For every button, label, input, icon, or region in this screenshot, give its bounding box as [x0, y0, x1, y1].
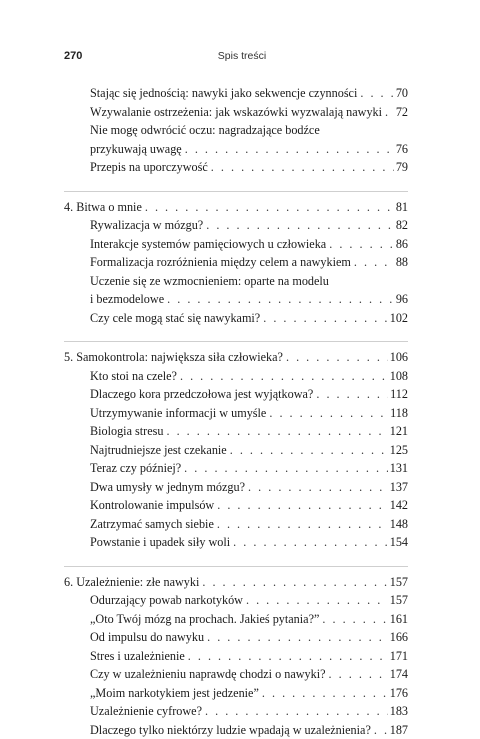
toc-entry-title: Kto stoi na czele?	[90, 367, 180, 386]
dot-leader	[230, 441, 388, 460]
toc-chapter	[64, 198, 408, 217]
toc-entry-title: Interakcje systemów pamięciowych u człowieka	[90, 235, 329, 254]
toc-entry	[64, 290, 408, 309]
toc-entry-title-line2: przykuwają uwagę	[90, 140, 185, 159]
toc-entry-page: 171	[388, 647, 408, 666]
section-divider	[64, 566, 408, 567]
toc-entry-page: 174	[388, 665, 408, 684]
toc-entry	[64, 610, 408, 629]
toc-entry-title: Uzależnienie cyfrowe?	[90, 702, 205, 721]
dot-leader	[207, 628, 388, 647]
toc-entry	[64, 84, 408, 103]
dot-leader	[286, 348, 388, 367]
toc-chapter-title: 4. Bitwa o mnie	[64, 198, 145, 217]
toc-entry	[64, 515, 408, 534]
toc-entry-page: 108	[388, 367, 408, 386]
running-head	[64, 50, 420, 64]
toc-entry	[64, 309, 408, 328]
toc-entry	[64, 478, 408, 497]
toc-entry	[64, 103, 408, 122]
toc-entry-title: „Moim narkotykiem jest jedzenie”	[90, 684, 262, 703]
toc-entry-page: 137	[388, 478, 408, 497]
toc-entry-title: Zatrzymać samych siebie	[90, 515, 217, 534]
toc-entry	[64, 459, 408, 478]
toc-entry-title: Przepis na uporczywość	[90, 158, 211, 177]
dot-leader	[246, 591, 388, 610]
dot-leader	[188, 647, 388, 666]
toc-entry-page: 131	[388, 459, 408, 478]
dot-leader	[316, 385, 388, 404]
toc-entry	[64, 684, 408, 703]
dot-leader	[167, 290, 394, 309]
toc-entry-page: 72	[394, 103, 408, 122]
toc-entry-page: 157	[388, 591, 408, 610]
toc-entry	[64, 702, 408, 721]
toc-entry-page: 79	[394, 158, 408, 177]
toc-entry	[64, 235, 408, 254]
toc-entry	[64, 496, 408, 515]
dot-leader	[211, 158, 394, 177]
toc-entry-page: 102	[388, 309, 408, 328]
toc-chapter	[64, 348, 408, 367]
dot-leader	[184, 459, 388, 478]
dot-leader	[354, 253, 394, 272]
dot-leader	[360, 84, 393, 103]
dot-leader	[262, 684, 388, 703]
toc-entry-page: 166	[388, 628, 408, 647]
dot-leader	[180, 367, 388, 386]
dot-leader	[322, 610, 387, 629]
toc-entry	[64, 367, 408, 386]
toc-entry-title: „Oto Twój mózg na prochach. Jakieś pytania?”	[90, 610, 322, 629]
toc-entry-page: 88	[394, 253, 408, 272]
toc-entry-title: Teraz czy później?	[90, 459, 184, 478]
toc-entry	[64, 216, 408, 235]
dot-leader	[166, 422, 387, 441]
toc-entry-page: 118	[388, 404, 408, 423]
dot-leader	[329, 235, 394, 254]
toc-entry-title: Kontrolowanie impulsów	[90, 496, 217, 515]
toc-entry-title: Dlaczego tylko niektórzy ludzie wpadają w uzależnienia?	[90, 721, 374, 739]
toc-entry-title: Odurzający powab narkotyków	[90, 591, 246, 610]
section-divider	[64, 191, 408, 192]
dot-leader	[269, 404, 388, 423]
toc-entry-title: Stres i uzależnienie	[90, 647, 188, 666]
toc-entry-page: 70	[394, 84, 408, 103]
toc-entry-page: 176	[388, 684, 408, 703]
toc-entry	[64, 628, 408, 647]
dot-leader	[145, 198, 394, 217]
toc-entry-title: Biologia stresu	[90, 422, 166, 441]
toc-entry	[64, 140, 408, 159]
dot-leader	[374, 721, 388, 739]
toc-entry	[64, 533, 408, 552]
dot-leader	[385, 103, 394, 122]
toc-entry-page: 125	[388, 441, 408, 460]
toc-entry	[64, 591, 408, 610]
toc-entry-page: 121	[388, 422, 408, 441]
toc-chapter-title: 6. Uzależnienie: złe nawyki	[64, 573, 202, 592]
dot-leader	[248, 478, 388, 497]
toc-entry-page: 161	[388, 610, 408, 629]
toc-entry	[64, 647, 408, 666]
toc-entry-title: Czy w uzależnieniu naprawdę chodzi o nawyki?	[90, 665, 329, 684]
toc-entry-page: 96	[394, 290, 408, 309]
toc-entry-title: Powstanie i upadek siły woli	[90, 533, 233, 552]
toc-entry	[64, 665, 408, 684]
dot-leader	[185, 140, 394, 159]
toc-entry-title: Wzywalanie ostrzeżenia: jak wskazówki wyzwalają nawyki	[90, 103, 385, 122]
toc-entry	[64, 441, 408, 460]
toc-entry-title: Od impulsu do nawyku	[90, 628, 207, 647]
toc-entry-title: Czy cele mogą stać się nawykami?	[90, 309, 263, 328]
toc-entry	[64, 253, 408, 272]
toc-entry-page: 183	[388, 702, 408, 721]
dot-leader	[202, 573, 387, 592]
running-title: Spis treści	[217, 50, 267, 62]
toc-entry-title: Stając się jednością: nawyki jako sekwencje czynności	[90, 84, 360, 103]
dot-leader	[206, 216, 394, 235]
toc-entry-title-line1: Uczenie się ze wzmocnieniem: oparte na modelu	[90, 273, 329, 288]
toc-chapter-page: 81	[394, 198, 408, 217]
toc-entry	[64, 721, 408, 739]
toc-entry-page: 187	[388, 721, 408, 739]
toc-entry-page: 112	[388, 385, 408, 404]
toc-entry-page: 154	[388, 533, 408, 552]
toc-entry-page: 82	[394, 216, 408, 235]
dot-leader	[205, 702, 388, 721]
dot-leader	[263, 309, 387, 328]
toc-chapter-page: 157	[388, 573, 408, 592]
table-of-contents	[64, 84, 408, 739]
toc-chapter-page: 106	[388, 348, 408, 367]
toc-entry-title: Formalizacja rozróżnienia między celem a nawykiem	[90, 253, 354, 272]
toc-entry-title-line2: i bezmodelowe	[90, 290, 167, 309]
section-divider	[64, 341, 408, 342]
toc-entry-page: 76	[394, 140, 408, 159]
toc-entry	[64, 158, 408, 177]
dot-leader	[217, 496, 387, 515]
dot-leader	[329, 665, 388, 684]
toc-entry	[64, 385, 408, 404]
toc-entry-title: Najtrudniejsze jest czekanie	[90, 441, 230, 460]
dot-leader	[233, 533, 388, 552]
toc-entry-page: 86	[394, 235, 408, 254]
toc-entry-title: Utrzymywanie informacji w umyśle	[90, 404, 269, 423]
toc-entry-page: 148	[388, 515, 408, 534]
toc-chapter	[64, 573, 408, 592]
dot-leader	[217, 515, 388, 534]
toc-entry-title-line1: Nie mogę odwrócić oczu: nagradzające bodźce	[90, 123, 320, 137]
toc-entry	[64, 422, 408, 441]
toc-entry-title: Dwa umysły w jednym mózgu?	[90, 478, 248, 497]
toc-entry-page: 142	[388, 496, 408, 515]
toc-entry-title: Rywalizacja w mózgu?	[90, 216, 206, 235]
toc-chapter-title: 5. Samokontrola: największa siła człowieka?	[64, 348, 286, 367]
toc-entry-title: Dlaczego kora przedczołowa jest wyjątkowa?	[90, 385, 316, 404]
toc-entry	[64, 404, 408, 423]
page-number: 270	[64, 50, 83, 62]
